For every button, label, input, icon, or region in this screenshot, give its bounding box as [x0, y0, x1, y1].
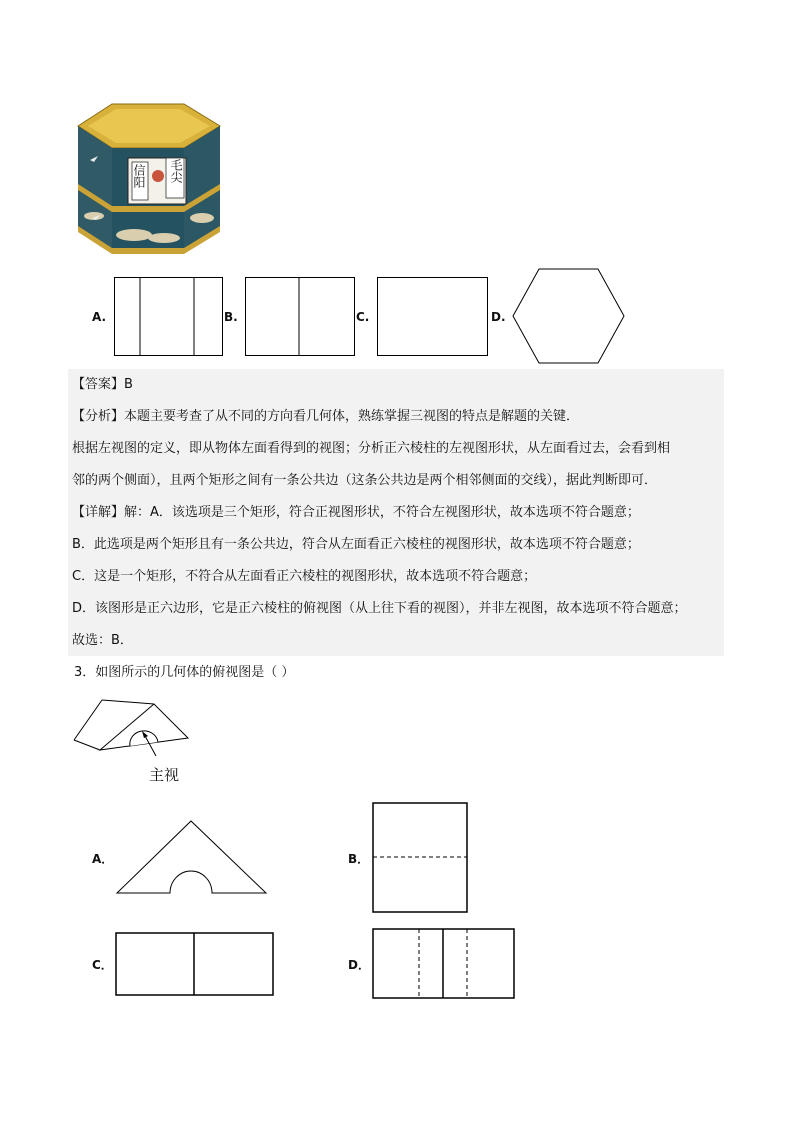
detail-line-2: B．此选项是两个矩形且有一条公共边，符合从左面看正六棱柱的视图形状，故本选项不符合题意；: [72, 537, 640, 552]
q3-option-c-figure[interactable]: [115, 932, 275, 996]
box-label-left: 信阳: [132, 164, 146, 188]
q3-arrow-label: 主视: [149, 766, 180, 784]
question-3-text: 3．如图所示的几何体的俯视图是（ ）: [74, 665, 295, 680]
tea-box-image: [74, 100, 224, 260]
q2-option-a-figure[interactable]: [114, 277, 224, 357]
q2-option-b-figure[interactable]: [245, 277, 356, 357]
detail-line-5: 故选：B．: [72, 633, 133, 648]
box-label-right: 毛尖: [169, 159, 183, 183]
answer-line-1: 【答案】B: [72, 377, 133, 392]
q3-option-b-figure[interactable]: [372, 802, 468, 913]
q3-option-d-figure[interactable]: [372, 928, 516, 1000]
q2-option-c-figure[interactable]: [377, 277, 489, 357]
analysis-line-3: 邻的两个侧面），且两个矩形之间有一条公共边（这条公共边是两个相邻侧面的交线），据此判断即可．: [72, 473, 658, 488]
analysis-line-2: 根据左视图的定义，即从物体左面看得到的视图；分析正六棱柱的左视图形状，从左面看过去，会看到相: [72, 441, 671, 456]
q3-option-a-figure[interactable]: [116, 820, 268, 895]
detail-line-3: C．这是一个矩形，不符合从左面看正六棱柱的视图形状，故本选项不符合题意；: [72, 569, 537, 584]
detail-line-1: 【详解】解：A．该选项是三个矩形，符合正视图形状，不符合左视图形状，故本选项不符合题意；: [72, 505, 640, 520]
q3-option-d-label: D．: [348, 958, 370, 972]
q2-option-d-label: D.: [491, 310, 506, 324]
q3-option-b-label: B．: [348, 852, 370, 866]
q2-option-d-figure[interactable]: [512, 268, 626, 366]
analysis-line-1: 【分析】本题主要考查了从不同的方向看几何体，熟练掌握三视图的特点是解题的关键．: [72, 409, 580, 424]
detail-line-4: D．该图形是正六边形，它是正六棱柱的俯视图（从上往下看的视图），并非左视图，故本选项不符合题意；: [72, 601, 687, 616]
q2-option-b-label: B.: [224, 310, 238, 324]
q2-option-c-label: C.: [356, 310, 370, 324]
q2-option-a-label: A.: [92, 310, 107, 324]
q3-option-c-label: C．: [92, 958, 113, 972]
q3-solid-figure: [72, 698, 190, 760]
q3-option-a-label: A．: [92, 852, 114, 866]
